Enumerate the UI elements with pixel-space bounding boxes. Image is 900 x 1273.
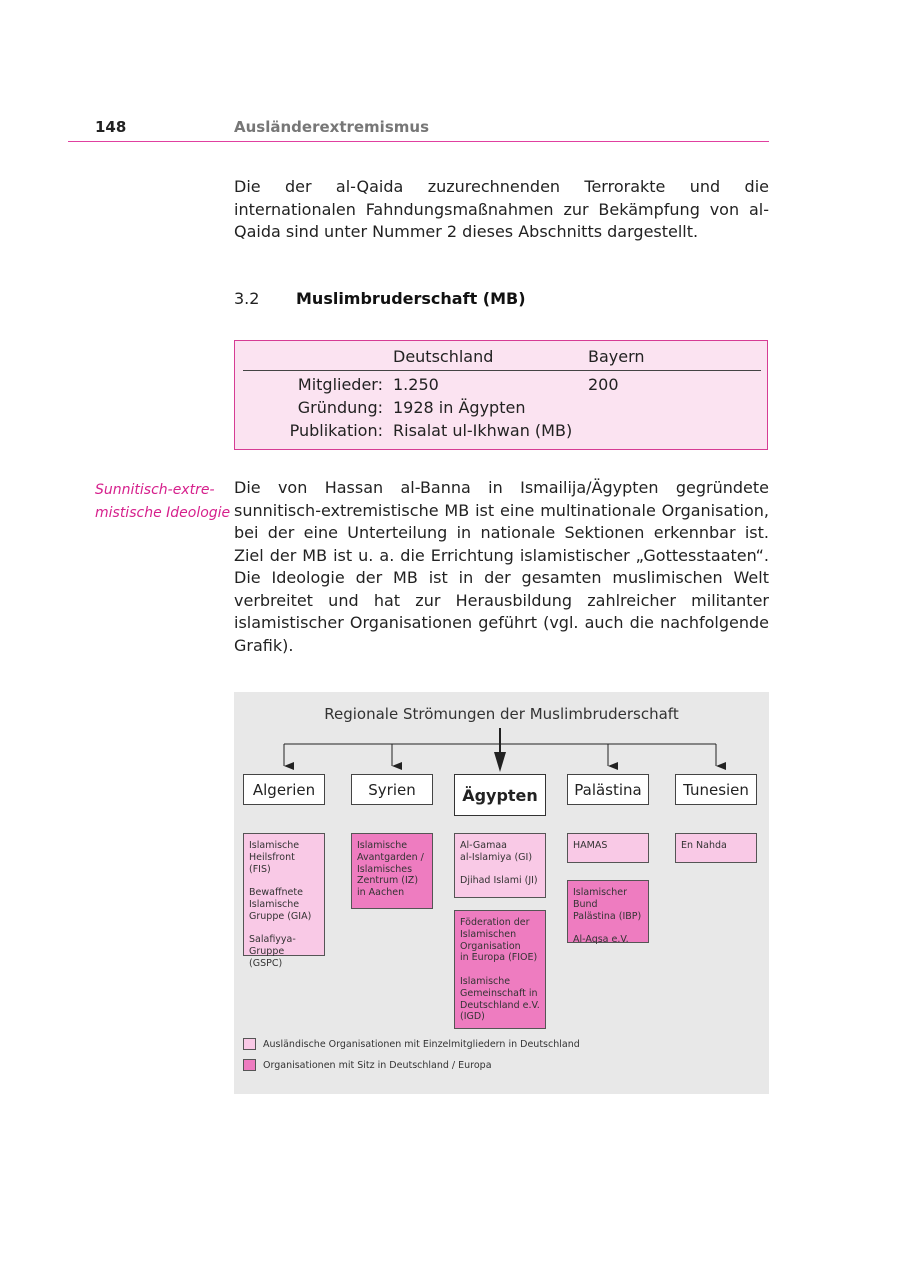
margin-note-line: mistische Ideologie — [95, 505, 231, 521]
intro-paragraph: Die der al-Qaida zuzurechnenden Terrorakte und die internationalen Fahndungsmaßnahmen zur Bekämpfung von al-Qaida sind unter Nummer 2 dieses Abschnitts dargestellt. — [234, 177, 769, 241]
value-publikation-deutschland: Risalat ul-Ikhwan (MB) — [393, 421, 573, 440]
org-line: Al-Gamaa — [460, 840, 507, 851]
value-mitglieder-deutschland: 1.250 — [393, 375, 439, 394]
body-paragraph: Die von Hassan al-Banna in Ismailija/Ägypten gegründete sunnitisch-extremistische MB ist eine multinationale Organisation, bei der eine Unterteilung in nationale Sektionen erkennbar ist. Ziel der MB ist u. a. die Errichtung islamistischer „Gottesstaaten“. Die Ideologie der MB ist in der gesamten muslimischen Welt verbreitet und hat zur Herausbildung zahlreicher militanter islamistischer Organisationen geführt (vgl. auch die nachfolgende Grafik). — [234, 478, 769, 655]
line-gap — [460, 964, 540, 976]
value-gruendung-deutschland: 1928 in Ägypten — [393, 398, 526, 417]
orgs-palaestina-foreign — [567, 833, 649, 863]
org-line: (IGD) — [460, 1011, 485, 1023]
org-line: al-Islamiya (GI) — [460, 851, 533, 863]
org-line: Organisation — [460, 940, 521, 952]
org-line: Islamisches — [357, 863, 413, 875]
legend-label-light: Ausländische Organisationen mit Einzelmitgliedern in Deutschland — [263, 1039, 580, 1050]
section-number: 3.2 — [234, 289, 260, 308]
org-line: in Europa (FIOE) — [460, 952, 538, 964]
country-palaestina: Palästina — [567, 774, 649, 805]
column-header-deutschland: Deutschland — [393, 347, 494, 366]
org-line: Föderation der — [460, 917, 530, 928]
org-line: Palästina (IBP) — [573, 910, 642, 922]
line-gap — [249, 923, 319, 935]
country-aegypten: Ägypten — [454, 774, 546, 816]
row-label-publikation: Publikation: — [289, 421, 383, 440]
org-line: Deutschland e.V. — [460, 999, 540, 1011]
org-line: En Nahda — [681, 840, 727, 851]
org-line: (GSPC) — [249, 957, 283, 969]
header-rule — [68, 141, 769, 142]
diagram-title: Regionale Strömungen der Muslimbruderschaft — [324, 705, 679, 723]
orgs-tunesien — [675, 833, 757, 863]
legend-swatch-dark — [243, 1059, 256, 1071]
org-line: in Aachen — [357, 887, 405, 899]
margin-note-line: Sunnitisch-extre- — [95, 482, 215, 498]
org-line: Avantgarden / — [357, 851, 424, 863]
page-number: 148 — [95, 118, 127, 136]
orgs-palaestina-europe — [567, 880, 649, 946]
section-title: Muslimbruderschaft (MB) — [296, 289, 526, 308]
org-diagram — [234, 692, 769, 1094]
legend-label-dark: Organisationen mit Sitz in Deutschland / Europa — [263, 1060, 492, 1071]
value-mitglieder-bayern: 200 — [588, 375, 619, 394]
fact-box — [234, 340, 768, 450]
org-line: Islamischer Bund — [573, 887, 628, 910]
line-gap — [460, 864, 540, 876]
row-label-mitglieder: Mitglieder: — [297, 375, 383, 394]
running-title: Ausländerextremismus — [234, 118, 429, 136]
table-rule — [243, 370, 761, 371]
org-line: HAMAS — [573, 840, 608, 851]
margin-note — [95, 479, 230, 525]
orgs-aegypten-foreign — [454, 833, 546, 898]
org-line: Islamische — [460, 975, 511, 987]
org-line: Islamische — [249, 898, 300, 910]
org-line: Islamischen — [460, 928, 517, 940]
country-algerien: Algerien — [243, 774, 325, 805]
org-line: Islamische — [357, 840, 408, 851]
line-gap — [573, 922, 643, 934]
org-line: Zentrum (IZ) — [357, 875, 419, 887]
column-header-bayern: Bayern — [588, 347, 645, 366]
org-line: Gemeinschaft in — [460, 987, 538, 999]
org-line: Gruppe (GIA) — [249, 910, 312, 922]
orgs-aegypten-europe — [454, 910, 546, 1029]
arrow-aegypten-head — [494, 752, 506, 772]
org-line: Djihad Islami (JI) — [460, 875, 538, 887]
org-line: Al-Aqsa e.V. — [573, 934, 629, 946]
line-gap — [249, 875, 319, 887]
org-line: Bewaffnete — [249, 887, 303, 899]
org-line: Heilsfront (FIS) — [249, 851, 295, 875]
country-tunesien: Tunesien — [675, 774, 757, 805]
orgs-algerien — [243, 833, 325, 969]
orgs-syrien — [351, 833, 433, 909]
country-syrien: Syrien — [351, 774, 433, 805]
org-line: Islamische — [249, 840, 300, 851]
org-line: Salafiyya-Gruppe — [249, 934, 296, 958]
legend-swatch-light — [243, 1038, 256, 1050]
row-label-gruendung: Gründung: — [297, 398, 383, 417]
